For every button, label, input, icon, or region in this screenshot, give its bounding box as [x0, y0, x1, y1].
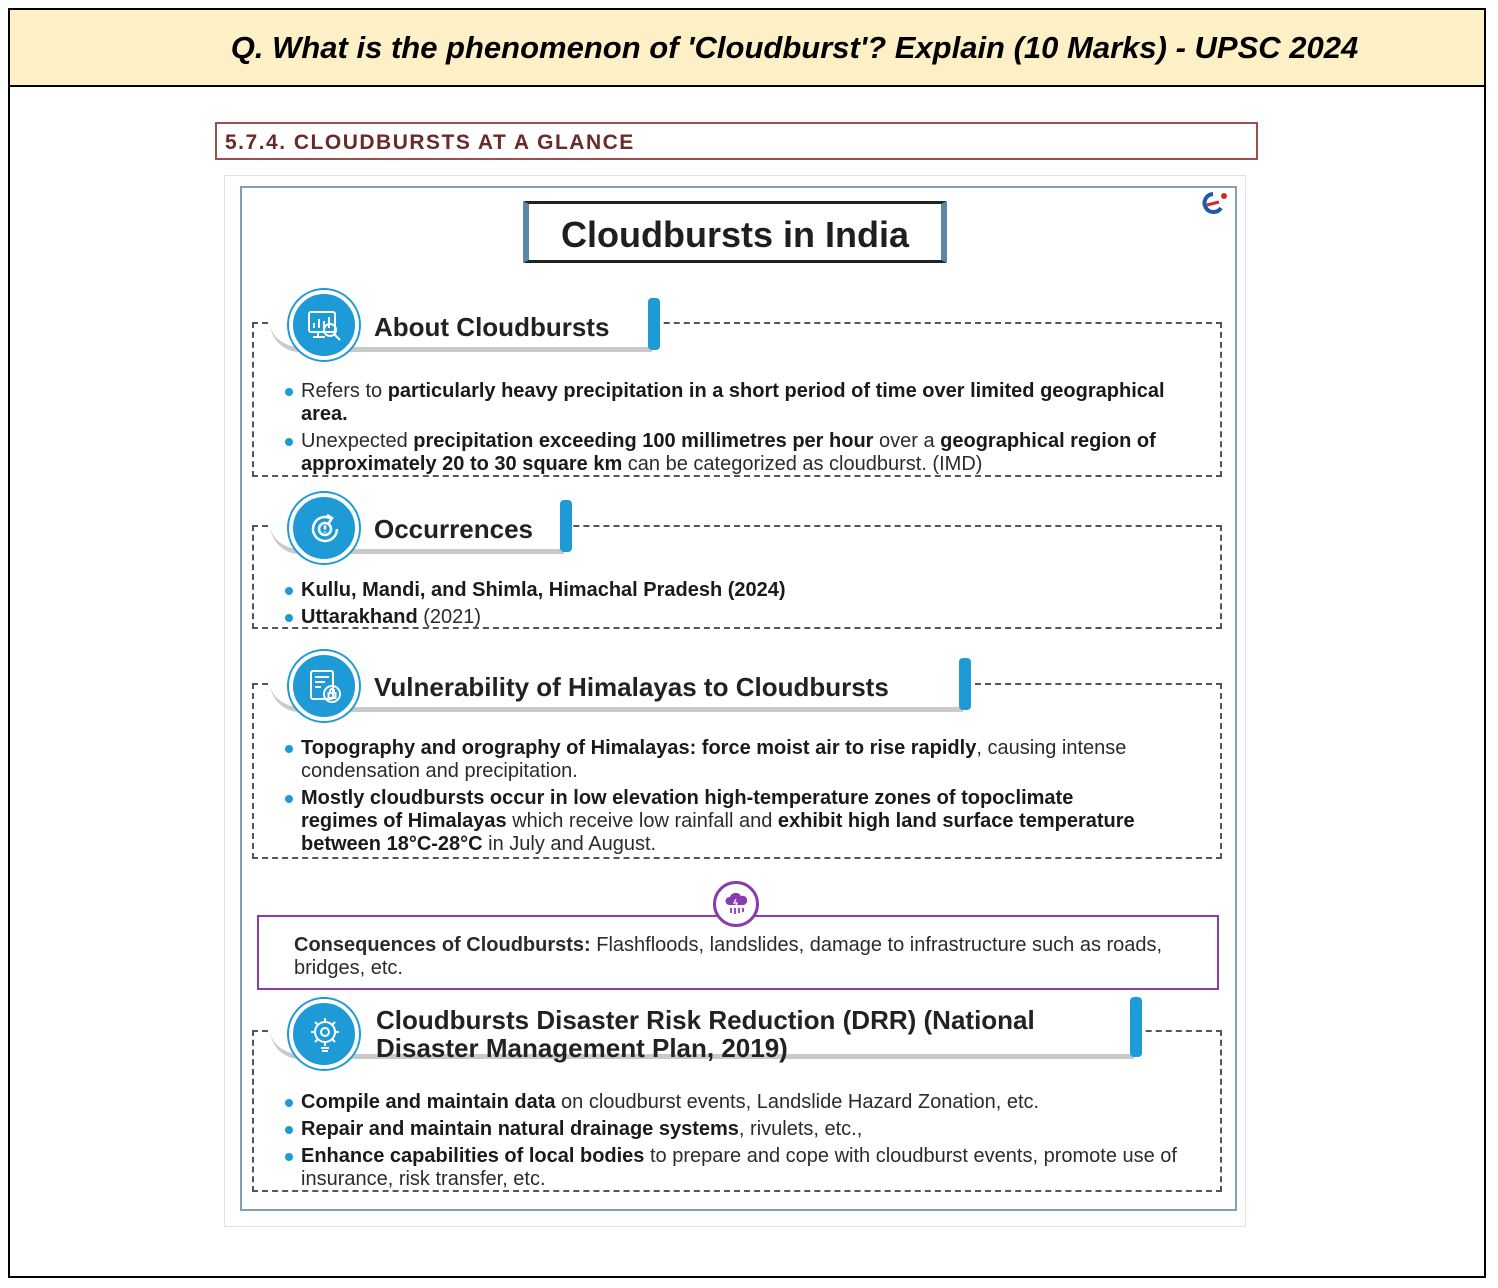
bullet-bold-text: Uttarakhand — [301, 606, 418, 628]
vulnerability-bullet-list — [285, 737, 1215, 860]
bullet-bold-text: Compile and maintain data — [301, 1091, 556, 1113]
bullet-text: Refers to — [301, 380, 388, 402]
storm-cloud-icon — [713, 881, 759, 927]
publisher-logo-icon — [1201, 190, 1229, 216]
list-item — [285, 1118, 1215, 1141]
list-item — [285, 579, 1215, 602]
bullet-bold-text: geographical region of approximately 20 to 30 square km — [301, 430, 1156, 475]
bullet-bold-text: Enhance capabilities of local bodies — [301, 1145, 645, 1167]
vulnerability-heading-accent — [959, 658, 971, 710]
bullet-bold-text: Repair and maintain natural drainage systems — [301, 1118, 739, 1140]
bullet-text: which receive low rainfall and — [506, 810, 778, 832]
bullet-text: (2021) — [417, 606, 482, 628]
drr-heading-accent — [1130, 997, 1142, 1057]
vulnerability-heading: Vulnerability of Himalayas to Cloudbursts — [374, 672, 889, 702]
bullet-bold-text: Mostly cloudbursts occur in low elevation high-temperature zones of topoclimate regimes of Himalayas — [301, 787, 1074, 832]
bullet-bold-text: Topography and orography of Himalayas: force moist air to rise rapidly — [301, 737, 977, 759]
list-item — [285, 787, 1151, 856]
occurrences-heading-accent — [560, 500, 572, 552]
consequences-description: Flashfloods, landslides, damage to infrastructure such as roads, bridges, etc. — [294, 934, 1163, 979]
infographic — [224, 175, 1246, 1227]
about-heading: About Cloudbursts — [374, 312, 610, 342]
bullet-text: can be categorized as cloudburst. (IMD) — [622, 453, 983, 475]
infographic-title — [523, 201, 947, 263]
consequences-text — [294, 934, 1187, 980]
question-banner — [10, 10, 1484, 87]
infographic-title-text: Cloudbursts in India — [561, 214, 909, 255]
report-lock-icon — [289, 651, 359, 721]
bullet-text: in July and August. — [482, 833, 657, 855]
bullet-text: on cloudburst events, Landslide Hazard Zonation, etc. — [555, 1091, 1040, 1113]
about-bullet-list — [285, 380, 1215, 480]
list-item — [285, 380, 1215, 426]
bullet-text: , rivulets, etc., — [738, 1118, 863, 1140]
drr-heading-line-1: Cloudbursts Disaster Risk Reduction (DRR) (National — [376, 1005, 1035, 1035]
bullet-text: to prepare and cope with cloudburst events, promote use of insurance, risk transfer, etc. — [301, 1145, 1177, 1190]
section-heading — [215, 122, 1258, 160]
bullet-text: Unexpected — [301, 430, 414, 452]
page-frame — [8, 8, 1486, 1278]
list-item — [285, 737, 1215, 783]
bullet-text: , causing intense condensation and precipitation. — [301, 737, 1127, 782]
consequences-label: Consequences of Cloudbursts: — [294, 934, 591, 956]
bullet-bold-text: particularly heavy precipitation in a short period of time over limited geographical area. — [301, 380, 1165, 425]
list-item — [285, 1091, 1215, 1114]
bullet-bold-text: exhibit high land surface temperature between 18°C-28°C — [301, 810, 1135, 855]
section-heading-text: 5.7.4. CLOUDBURSTS AT A GLANCE — [225, 131, 635, 154]
drr-bullet-list — [285, 1091, 1215, 1195]
list-item — [285, 1145, 1215, 1191]
list-item — [285, 606, 1215, 629]
bullet-bold-text: precipitation exceeding 100 millimetres per hour — [413, 430, 874, 452]
drr-heading — [376, 1006, 1035, 1062]
bullet-text: over a — [873, 430, 941, 452]
list-item — [285, 430, 1215, 476]
data-analysis-icon — [289, 290, 359, 360]
bullet-bold-text: Kullu, Mandi, and Shimla, Himachal Pradesh (2024) — [301, 579, 786, 601]
about-heading-accent — [648, 298, 660, 350]
infographic-frame — [240, 186, 1237, 1211]
occurrences-bullet-list — [285, 579, 1215, 633]
occurrences-heading: Occurrences — [374, 514, 533, 544]
drr-heading-line-2: Disaster Management Plan, 2019) — [376, 1033, 788, 1063]
gear-bulb-icon — [289, 999, 359, 1069]
question-text: Q. What is the phenomenon of 'Cloudburst'? Explain (10 Marks) - UPSC 2024 — [230, 30, 1359, 65]
alert-refresh-icon — [289, 493, 359, 563]
